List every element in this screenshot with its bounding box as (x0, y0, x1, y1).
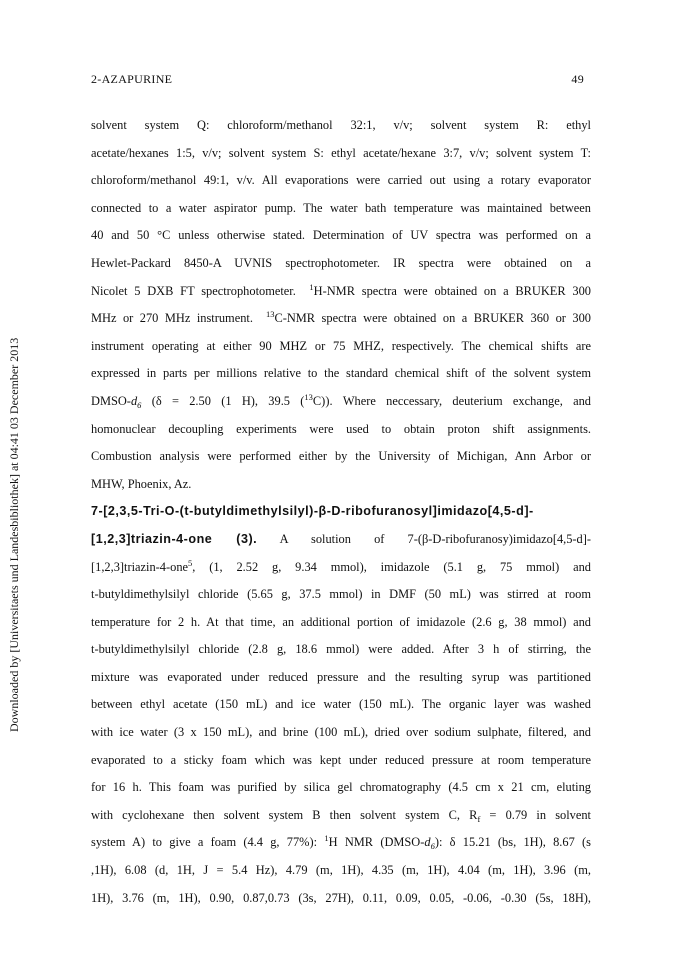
text-line: DMSO-$d_6$ (δ = 2.50 (1 H), 39.5 ($^{13}$C)). Where neccessary, deuterium exchange, and (91, 391, 591, 410)
superscript: 1 (309, 281, 314, 292)
text-line (91, 278, 591, 306)
compound-heading-line (91, 526, 591, 554)
text-fragment: MHz or 270 MHz instrument. (91, 311, 253, 326)
running-head-title: 2-AZAPURINE (91, 72, 173, 86)
running-head (91, 72, 584, 87)
text-fragment: H-NMR spectra were obtained on a BRUKER 300 (313, 283, 592, 298)
text-line: chloroform/methanol 49:1, v/v. All evaporations were carried out using a rotary evaporator (91, 173, 591, 188)
text-line: expressed in parts per millions relative to the standard chemical shift of the solvent system (91, 366, 591, 381)
text-fragment: H NMR (DMSO- (328, 835, 425, 850)
text-line: system A) to give a foam (4.4 g, 77%): $^1$H NMR $(DMSO-d_6)$: δ 15.21 (bs, 1H), 8.67 (s (91, 833, 591, 852)
text-line: acetate/hexanes 1:5, v/v; solvent system S: ethyl acetate/hexane 3:7, v/v; solvent system T: (91, 145, 591, 160)
text-fragment: Nicolet 5 DXB FT spectrophotometer. (91, 283, 296, 298)
text-line: 40 and 50 °C unless otherwise stated. Determination of UV spectra was performed on a (91, 228, 591, 243)
text-fragment: system A) to give a foam (4.4 g, 77%): (91, 835, 318, 850)
text-line: ,1H), 6.08 (d, 1H, J = 5.4 Hz), 4.79 (m, 1H), 4.35 (m, 1H), 4.04 (m, 1H), 3.96 (m, (91, 863, 591, 878)
subscript: 6 (430, 841, 435, 852)
text-fragment: C-NMR spectra were obtained on a BRUKER 360 or 300 (274, 311, 592, 326)
text-line: homonuclear decoupling experiments were used to obtain proton shift assignments. (91, 421, 591, 436)
text-line (91, 554, 591, 582)
text-fragment: = 0.79 in solvent (480, 807, 591, 822)
text-line: for 16 h. This foam was purified by silica gel chromatography (4.5 cm x 21 cm, eluting (91, 780, 591, 795)
superscript: 1 (324, 833, 329, 844)
text-line: 1H), 3.76 (m, 1H), 0.90, 0.87,0.73 (3s, 27H), 0.11, 0.09, 0.05, -0.06, -0.30 (5s, 18H), (91, 890, 591, 905)
text-fragment: ): δ 15.21 (bs, 1H), 8.67 (s (434, 835, 591, 850)
compound-heading-bold: [1,2,3]triazin-4-one (3). (91, 531, 258, 546)
text-fragment: with cyclohexane then solvent system B then solvent system C, R (91, 807, 478, 822)
text-fragment: C)). Where neccessary, deuterium exchange, and (312, 393, 591, 408)
text-fragment: DMSO- (91, 393, 131, 408)
text-line: connected to a water aspirator pump. The water bath temperature was maintained between (91, 200, 591, 215)
text-line: t-butyldimethylsilyl chloride (5.65 g, 37.5 mmol) in DMF (50 mL) was stirred at room (91, 587, 591, 602)
text-line (91, 305, 591, 333)
text-line: between ethyl acetate (150 mL) and ice water (150 mL). The organic layer was washed (91, 697, 591, 712)
superscript: 13 (265, 309, 275, 320)
text-fragment: [1,2,3]triazin-4-one (91, 559, 189, 574)
superscript: 13 (304, 391, 313, 402)
text-line: with ice water (3 x 150 mL), and brine (100 mL), dried over sodium sulphate, filtered, and (91, 725, 591, 740)
text-line: temperature for 2 h. At that time, an additional portion of imidazole (2.6 g, 38 mmol) and (91, 614, 591, 629)
download-watermark: Downloaded by [Universitaets und Landesbibliothek] at 04:41 03 December 2013 (7, 337, 21, 732)
page-body (91, 112, 591, 912)
text-fragment: (δ = 2.50 (1 H), 39.5 ( (141, 393, 305, 408)
compound-heading: 7-[2,3,5-Tri-O-(t-butyldimethylsilyl)-β-D-ribofuranosyl]imidazo[4,5-d]- (91, 504, 534, 519)
text-line: mixture was evaporated under reduced pressure and the resulting syrup was partitioned (91, 669, 591, 684)
text-fragment: A solution of 7-(β-D-ribofuranosy)imidazo[4,5-d]- (257, 531, 592, 546)
text-line: Hewlet-Packard 8450-A UVNIS spectrophotometer. IR spectra were obtained on a (91, 255, 591, 270)
text-fragment: , (1, 2.52 g, 9.34 mmol), imidazole (5.1 g, 75 mmol) and (192, 559, 591, 574)
text-line: MHW, Phoenix, Az. (91, 476, 192, 491)
subscript: f (477, 813, 481, 824)
page-number: 49 (571, 72, 584, 86)
subscript: 6 (137, 399, 142, 410)
text-line: solvent system Q: chloroform/methanol 32:1, v/v; solvent system R: ethyl (91, 118, 591, 132)
text-line: Combustion analysis were performed either by the University of Michigan, Ann Arbor or (91, 449, 591, 464)
text-line: t-butyldimethylsilyl chloride (2.8 g, 18.6 mmol) were added. After 3 h of stirring, the (91, 642, 591, 657)
superscript: 5 (188, 557, 193, 568)
text-line: evaporated to a sticky foam which was kept under reduced pressure at room temperature (91, 752, 591, 767)
text-line: instrument operating at either 90 MHZ or 75 MHZ, respectively. The chemical shifts are (91, 338, 591, 353)
text-line (91, 802, 591, 830)
